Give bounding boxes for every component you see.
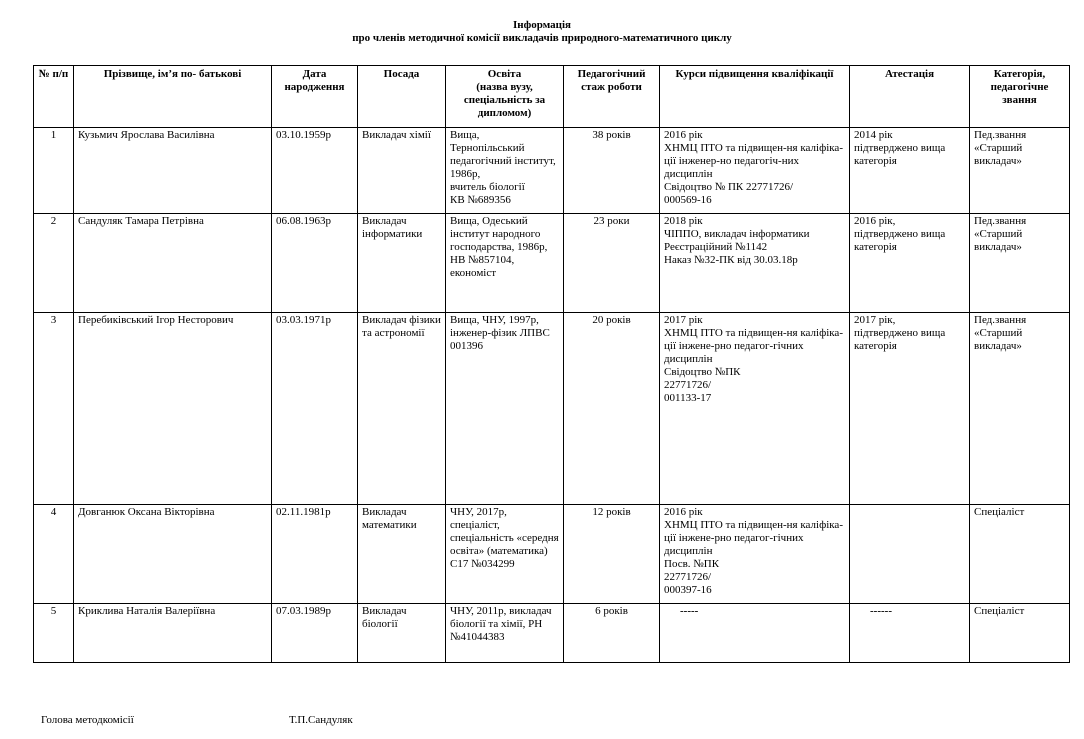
cell-position: Викладач інформатики <box>358 214 446 313</box>
header-num: № п/п <box>34 66 74 128</box>
cell-education: Вища, Тернопільський педагогічний інститут, 1986р, вчитель біології КВ №689356 <box>446 128 564 214</box>
cell-position: Викладач фізики та астрономії <box>358 313 446 505</box>
cell-num: 3 <box>34 313 74 505</box>
table-row <box>34 505 1070 604</box>
cell-num: 2 <box>34 214 74 313</box>
cell-category: Пед.звання «Старший викладач» <box>970 313 1070 505</box>
footer-role: Голова методкомісії <box>41 714 134 726</box>
table-row <box>34 214 1070 313</box>
cell-name: Довганюк Оксана Вікторівна <box>74 505 272 604</box>
table-row <box>34 604 1070 663</box>
cell-name: Криклива Наталія Валеріївна <box>74 604 272 663</box>
cell-category: Пед.звання «Старший викладач» <box>970 214 1070 313</box>
header-experience: Педагогічний стаж роботи <box>564 66 660 128</box>
cell-num: 1 <box>34 128 74 214</box>
header-courses: Курси підвищення кваліфікації <box>660 66 850 128</box>
header-position: Посада <box>358 66 446 128</box>
cell-num: 4 <box>34 505 74 604</box>
cell-experience: 12 років <box>564 505 660 604</box>
cell-category: Спеціаліст <box>970 604 1070 663</box>
cell-birth: 07.03.1989р <box>272 604 358 663</box>
cell-position: Викладач хімії <box>358 128 446 214</box>
cell-name: Кузьмич Ярослава Василівна <box>74 128 272 214</box>
cell-num: 5 <box>34 604 74 663</box>
cell-attestation: ------ <box>850 604 970 663</box>
cell-education: ЧНУ, 2017р, спеціаліст, спеціальність «середня освіта» (математика) С17 №034299 <box>446 505 564 604</box>
cell-category: Пед.звання «Старший викладач» <box>970 128 1070 214</box>
cell-name: Сандуляк Тамара Петрівна <box>74 214 272 313</box>
title-line-2: про членів методичної комісії викладачів природного-математичного циклу <box>352 32 732 44</box>
cell-category: Спеціаліст <box>970 505 1070 604</box>
cell-attestation: 2017 рік, підтверджено вища категорія <box>850 313 970 505</box>
cell-education: Вища, Одеський інститут народного господарства, 1986р, НВ №857104, економіст <box>446 214 564 313</box>
cell-name: Перебиківський Ігор Несторович <box>74 313 272 505</box>
header-education: Освіта (назва вузу, спеціальність за дипломом) <box>446 66 564 128</box>
cell-courses: 2018 рік ЧІППО, викладач інформатики Реєстраційний №1142 Наказ №32-ПК від 30.03.18р <box>660 214 850 313</box>
cell-birth: 02.11.1981р <box>272 505 358 604</box>
cell-education: ЧНУ, 2011р, викладач біології та хімії, РН №41044383 <box>446 604 564 663</box>
header-category: Категорія, педагогічне звання <box>970 66 1070 128</box>
table-header-row <box>34 66 1070 128</box>
cell-attestation: 2014 рік підтверджено вища категорія <box>850 128 970 214</box>
header-name: Прізвище, ім’я по- батькові <box>74 66 272 128</box>
footer-signature-name: Т.П.Сандуляк <box>289 714 353 726</box>
cell-courses: 2016 рік ХНМЦ ПТО та підвищен-ня каліфіка-ції інжене-рно педагог-гічних дисциплін Посв. №ПК 22771726/ 000397-16 <box>660 505 850 604</box>
cell-birth: 03.10.1959р <box>272 128 358 214</box>
header-birth: Дата народження <box>272 66 358 128</box>
document-title <box>0 19 1084 45</box>
cell-courses: 2017 рік ХНМЦ ПТО та підвищен-ня каліфіка-ції інжене-рно педагог-гічних дисциплін Свідоцтво №ПК 22771726/ 001133-17 <box>660 313 850 505</box>
cell-attestation <box>850 505 970 604</box>
cell-courses: ----- <box>660 604 850 663</box>
title-line-1: Інформація <box>513 19 571 31</box>
cell-experience: 23 роки <box>564 214 660 313</box>
members-table <box>33 65 1070 663</box>
table-row <box>34 128 1070 214</box>
cell-courses: 2016 рік ХНМЦ ПТО та підвищен-ня каліфіка-ції інженер-но педагогіч-них дисциплін Свідоцтво № ПК 22771726/ 000569-16 <box>660 128 850 214</box>
cell-position: Викладач біології <box>358 604 446 663</box>
cell-birth: 06.08.1963р <box>272 214 358 313</box>
cell-attestation: 2016 рік, підтверджено вища категорія <box>850 214 970 313</box>
table-row <box>34 313 1070 505</box>
cell-experience: 6 років <box>564 604 660 663</box>
cell-position: Викладач математики <box>358 505 446 604</box>
cell-experience: 38 років <box>564 128 660 214</box>
cell-education: Вища, ЧНУ, 1997р, інженер-фізик ЛПВС 001396 <box>446 313 564 505</box>
header-attestation: Атестація <box>850 66 970 128</box>
cell-experience: 20 років <box>564 313 660 505</box>
cell-birth: 03.03.1971р <box>272 313 358 505</box>
